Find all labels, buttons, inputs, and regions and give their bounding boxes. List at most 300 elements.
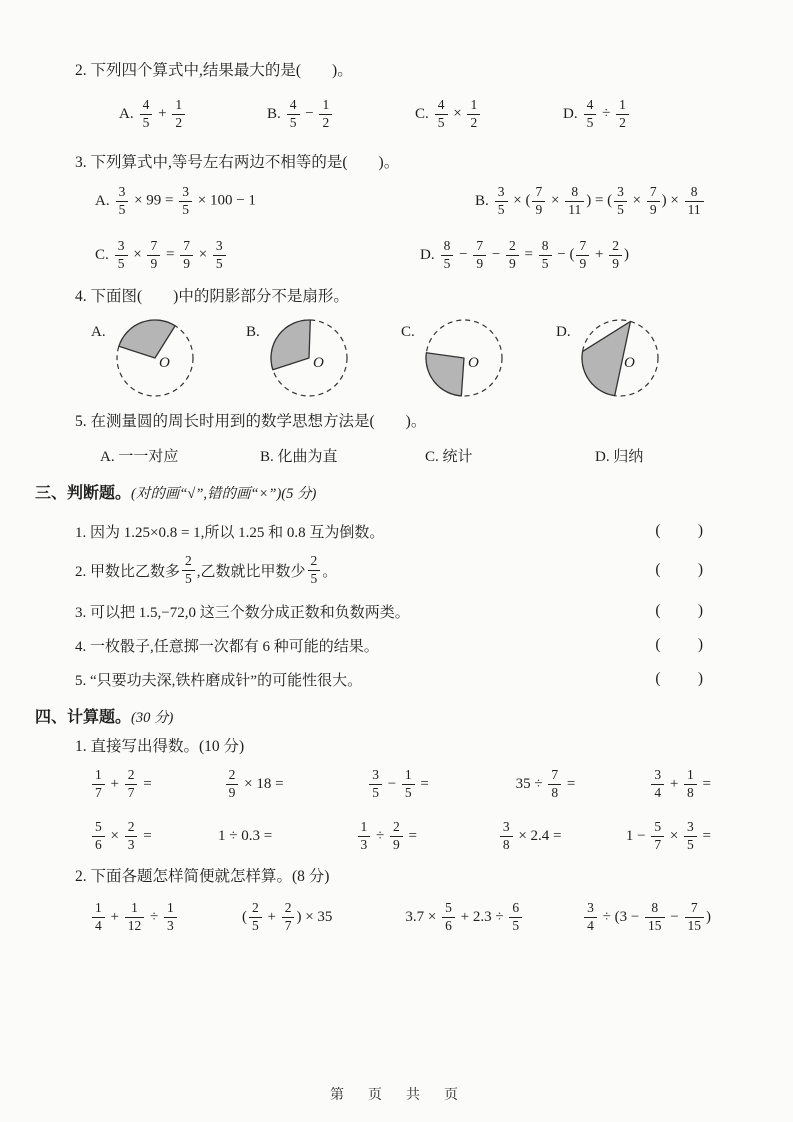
fraction-numerator: 3 — [587, 900, 594, 916]
math-text: = — [139, 775, 152, 792]
sector-diagram — [266, 312, 354, 409]
math-text: 4. 一枚骰子,任意掷一次都有 6 种可能的结果。 — [75, 638, 379, 655]
math-text: = — [563, 775, 576, 792]
fraction-denominator: 9 — [532, 201, 545, 217]
fraction-numerator: 7 — [150, 238, 158, 254]
fraction-denominator: 9 — [147, 255, 160, 271]
fraction — [287, 98, 300, 129]
math-expression — [433, 98, 482, 129]
fraction-numerator: 7 — [551, 767, 559, 783]
circle-figure-a — [91, 312, 246, 409]
fraction — [147, 239, 160, 270]
math-text: = — [162, 246, 179, 263]
fraction — [308, 554, 321, 585]
fraction-numerator: 3 — [117, 238, 125, 254]
fraction-numerator: 7 — [476, 238, 484, 254]
fraction-numerator: 1 — [360, 819, 368, 835]
fraction-denominator: 15 — [685, 917, 705, 933]
math-expression — [285, 98, 334, 129]
math-expression — [218, 828, 356, 845]
fraction-denominator: 5 — [308, 570, 321, 586]
math-expression — [439, 239, 629, 270]
math-text: + — [106, 775, 123, 792]
fraction-denominator: 5 — [140, 114, 153, 130]
fraction-denominator: 2 — [616, 114, 629, 130]
fraction — [614, 185, 627, 216]
calc-row-2 — [75, 810, 711, 862]
fraction-denominator: 2 — [319, 114, 332, 130]
circle-center-label: O — [158, 355, 170, 371]
fraction-denominator: 3 — [125, 836, 138, 852]
fraction-numerator: 1 — [131, 900, 138, 916]
math-text: − — [455, 246, 472, 263]
fraction-numerator: 2 — [127, 819, 135, 835]
fraction-numerator: 7 — [535, 184, 543, 200]
fraction — [358, 820, 371, 851]
math-text: 1 − — [625, 827, 650, 844]
fraction-denominator: 2 — [467, 114, 480, 130]
option-c — [95, 239, 420, 270]
math-text: − — [666, 908, 683, 925]
option-c: C. 统计 — [425, 449, 473, 465]
math-text: ÷ (3 − — [598, 908, 644, 925]
fraction-numerator: 2 — [228, 767, 236, 783]
answer-bracket: ( ) — [655, 636, 705, 653]
fraction — [473, 239, 486, 270]
fraction-denominator: 7 — [282, 917, 295, 933]
fraction — [319, 98, 332, 129]
question-3-options-row2 — [75, 228, 711, 282]
fraction-numerator: 4 — [142, 97, 150, 113]
circle-center-label: O — [467, 355, 479, 371]
fraction — [116, 185, 129, 216]
math-expression — [498, 820, 626, 851]
fraction — [565, 185, 584, 216]
page-footer: 第 页 共 页 — [330, 1086, 463, 1102]
option-a — [95, 185, 475, 216]
fraction-numerator: 1 — [175, 97, 183, 113]
fraction — [576, 239, 589, 270]
math-text: ) × — [661, 192, 683, 209]
math-text: − — [488, 246, 505, 263]
fraction-numerator: 2 — [612, 238, 619, 254]
fraction-denominator: 5 — [179, 201, 192, 217]
answer-bracket: ( ) — [655, 602, 705, 619]
option-a — [119, 98, 267, 129]
fraction — [684, 820, 697, 851]
fraction-numerator: 1 — [95, 767, 102, 783]
option-a: A. 一一对应 — [100, 449, 179, 465]
sector-diagram — [421, 312, 509, 409]
math-text: + — [263, 908, 280, 925]
answer-bracket: ( ) — [655, 522, 705, 539]
fraction-numerator: 4 — [586, 97, 594, 113]
judgment-text — [75, 669, 362, 690]
math-text: ÷ — [598, 105, 615, 122]
figure-label: D. — [556, 324, 571, 340]
fraction-denominator: 9 — [506, 255, 519, 271]
math-text: 35 ÷ — [515, 775, 547, 792]
fraction-numerator: 1 — [322, 97, 330, 113]
fraction-numerator: 1 — [404, 767, 412, 783]
circle-center-label: O — [312, 355, 324, 371]
math-expression — [90, 768, 224, 799]
fraction-denominator: 3 — [358, 836, 371, 852]
option-d — [563, 98, 711, 129]
math-expression — [626, 820, 711, 851]
fraction — [213, 239, 226, 270]
fraction-denominator: 7 — [651, 836, 664, 852]
math-text: × 2.4 = — [514, 827, 562, 844]
fraction — [172, 98, 185, 129]
math-text: = — [698, 827, 711, 844]
fraction-numerator: 8 — [690, 184, 698, 200]
fraction-denominator: 5 — [116, 201, 129, 217]
math-text: × 99 = — [130, 192, 178, 209]
math-text: × ( — [509, 192, 531, 209]
fraction — [92, 820, 105, 851]
fraction-denominator: 9 — [576, 255, 589, 271]
fraction-denominator: 9 — [609, 255, 622, 271]
circle-svg — [421, 312, 509, 404]
calc-sub2-title: 2. 下面各题怎样简便就怎样算。(8 分) — [75, 868, 330, 885]
fraction-denominator: 5 — [684, 836, 697, 852]
fraction — [532, 185, 545, 216]
fraction-denominator: 12 — [125, 917, 145, 933]
math-text: ÷ — [146, 908, 162, 925]
calc-row-1 — [75, 758, 711, 810]
fraction-denominator: 9 — [390, 836, 403, 852]
math-text: ) — [623, 246, 629, 263]
fraction-numerator: 5 — [654, 819, 662, 835]
fraction-numerator: 1 — [687, 767, 694, 783]
fraction-numerator: 2 — [185, 553, 192, 569]
fraction-denominator: 9 — [180, 255, 193, 271]
math-expression — [242, 901, 405, 932]
fraction — [164, 901, 177, 932]
math-text: 。 — [322, 563, 338, 580]
fraction-numerator: 4 — [437, 97, 445, 113]
fraction — [495, 185, 508, 216]
math-expression — [367, 768, 515, 799]
fraction-denominator: 6 — [442, 917, 455, 933]
judgment-item-5 — [75, 666, 711, 692]
fraction — [180, 239, 193, 270]
fraction — [548, 768, 561, 799]
fraction — [647, 185, 660, 216]
math-expression — [516, 768, 650, 799]
math-expression — [90, 901, 242, 932]
math-expression — [113, 239, 228, 270]
fraction-numerator: 1 — [95, 900, 102, 916]
fraction-numerator: 8 — [443, 238, 451, 254]
fraction-denominator: 9 — [647, 201, 660, 217]
fraction-numerator: 2 — [310, 553, 318, 569]
math-expression — [405, 901, 582, 932]
math-text: × — [449, 105, 466, 122]
fraction — [584, 98, 597, 129]
figure-label: B. — [246, 324, 260, 340]
math-expression — [582, 98, 631, 129]
judgment-item-1 — [75, 518, 711, 544]
fraction-numerator: 2 — [284, 900, 292, 916]
fraction-numerator: 5 — [95, 819, 102, 835]
option-d — [420, 239, 629, 270]
fraction — [685, 901, 705, 932]
fraction — [402, 768, 415, 799]
math-expression — [493, 185, 706, 216]
fraction-denominator: 8 — [548, 784, 561, 800]
fraction-denominator: 7 — [92, 784, 105, 800]
math-text: × 100 − 1 — [194, 192, 256, 209]
math-expression — [649, 768, 711, 799]
fraction — [539, 239, 552, 270]
circle-figure-b — [246, 312, 401, 409]
judgment-text — [75, 601, 410, 622]
math-text: ,乙数就比甲数少 — [196, 563, 306, 580]
math-text: − — [383, 775, 400, 792]
fraction — [685, 185, 704, 216]
fraction-numerator: 3 — [617, 184, 624, 200]
math-text: = — [139, 827, 152, 844]
fraction-denominator: 7 — [125, 784, 138, 800]
calc-sub1-title: 1. 直接写出得数。(10 分) — [75, 738, 245, 755]
math-text: = — [416, 775, 429, 792]
fraction-numerator: 1 — [619, 97, 626, 113]
math-expression — [582, 901, 711, 932]
fraction-denominator: 9 — [226, 784, 239, 800]
math-text: × — [106, 827, 123, 844]
option-label: D. — [563, 105, 578, 122]
math-text: 1. 因为 1.25×0.8 = 1,所以 1.25 和 0.8 互为倒数。 — [75, 524, 385, 541]
option-label: B. — [267, 105, 281, 122]
section-title-text: 三、判断题。 — [35, 485, 132, 502]
circle-svg — [266, 312, 354, 404]
math-text: × — [666, 827, 683, 844]
question-5-options — [75, 445, 711, 466]
fraction-denominator: 8 — [500, 836, 513, 852]
fraction-numerator: 3 — [502, 819, 510, 835]
math-text: × — [129, 246, 146, 263]
fraction-numerator: 1 — [166, 900, 174, 916]
fraction-numerator: 6 — [512, 900, 520, 916]
answer-bracket: ( ) — [655, 670, 705, 687]
answer-bracket: ( ) — [655, 561, 705, 578]
math-text: − ( — [553, 246, 575, 263]
math-text: + — [666, 775, 683, 792]
math-expression — [90, 820, 218, 851]
math-text: + — [106, 908, 123, 925]
fraction — [467, 98, 480, 129]
fraction — [509, 901, 522, 932]
fraction-numerator: 2 — [127, 767, 135, 783]
circle-center-label: O — [623, 355, 635, 371]
judgment-item-3 — [75, 598, 711, 624]
fraction-numerator: 8 — [541, 238, 549, 254]
fraction-denominator: 5 — [539, 255, 552, 271]
fraction-numerator: 3 — [215, 238, 223, 254]
math-text: 1 ÷ 0.3 = — [218, 827, 273, 844]
fraction — [651, 768, 664, 799]
fraction-denominator: 4 — [651, 784, 664, 800]
math-text: × 18 = — [240, 775, 284, 792]
fraction — [390, 820, 403, 851]
chord-shape-diagram — [577, 312, 665, 409]
fraction-denominator: 8 — [684, 784, 697, 800]
option-label: B. — [475, 192, 489, 209]
option-label: C. — [415, 105, 429, 122]
math-expression — [356, 820, 498, 851]
fraction — [616, 98, 629, 129]
math-text: × — [628, 192, 645, 209]
fraction-numerator: 3 — [654, 767, 662, 783]
fraction — [435, 98, 448, 129]
option-label: A. — [95, 192, 110, 209]
fraction-denominator: 4 — [92, 917, 105, 933]
fraction-denominator: 5 — [249, 917, 262, 933]
math-text: 5. “只要功夫深,铁杵磨成针”的可能性很大。 — [75, 672, 363, 689]
circle-figure-d — [556, 312, 711, 409]
option-b — [475, 185, 706, 216]
fraction-numerator: 7 — [649, 184, 657, 200]
circle-svg — [577, 312, 665, 404]
math-text: + — [591, 246, 608, 263]
option-label: C. — [95, 246, 109, 263]
math-text: ) — [706, 908, 711, 925]
fraction — [645, 901, 665, 932]
fraction-numerator: 2 — [393, 819, 400, 835]
option-label: A. — [119, 105, 134, 122]
fraction-numerator: 1 — [470, 97, 478, 113]
fraction-numerator: 3 — [182, 184, 190, 200]
math-text: − — [301, 105, 318, 122]
math-text: ) × 35 — [296, 908, 333, 925]
math-text: 3.7 × — [405, 908, 441, 925]
math-text: = — [698, 775, 711, 792]
fraction — [226, 768, 239, 799]
fraction-denominator: 5 — [402, 784, 415, 800]
judgment-item-2 — [75, 548, 711, 592]
fraction — [249, 901, 262, 932]
math-expression — [114, 185, 256, 216]
section-title-text: 四、计算题。 — [35, 709, 132, 726]
fraction-denominator: 5 — [509, 917, 522, 933]
fraction-denominator: 5 — [495, 201, 508, 217]
section-title-note: (30 分) — [131, 710, 174, 726]
fraction — [651, 820, 664, 851]
question-3-stem: 3. 下列算式中,等号左右两边不相等的是( )。 — [75, 154, 400, 171]
fraction-denominator: 5 — [584, 114, 597, 130]
fraction — [584, 901, 597, 932]
math-text: ÷ — [372, 827, 389, 844]
section-3-title — [35, 482, 711, 506]
fraction — [125, 768, 138, 799]
fraction-denominator: 4 — [584, 917, 597, 933]
judgment-text — [75, 554, 337, 585]
fraction-numerator: 8 — [651, 900, 659, 916]
figure-label: C. — [401, 324, 415, 340]
fraction-denominator: 6 — [92, 836, 105, 852]
judgment-item-4 — [75, 632, 711, 658]
math-text: ( — [242, 908, 247, 925]
fraction — [609, 239, 622, 270]
fraction-numerator: 7 — [579, 238, 587, 254]
fraction-denominator: 3 — [164, 917, 177, 933]
fraction — [92, 768, 105, 799]
fraction — [179, 185, 192, 216]
question-2-options — [75, 82, 711, 146]
sector-diagram — [112, 312, 200, 409]
calc-row-3 — [75, 888, 711, 946]
question-2-stem: 2. 下列四个算式中,结果最大的是( )。 — [75, 62, 353, 79]
fraction-numerator: 5 — [445, 900, 452, 916]
option-b: B. 化曲为直 — [260, 449, 338, 465]
circle-svg — [112, 312, 200, 404]
math-text: 2. 甲数比乙数多 — [75, 563, 181, 580]
fraction-denominator: 11 — [565, 201, 584, 217]
fraction-numerator: 2 — [509, 238, 516, 254]
fraction — [684, 768, 697, 799]
fraction — [125, 820, 138, 851]
fraction-denominator: 5 — [287, 114, 300, 130]
fraction-numerator: 3 — [118, 184, 126, 200]
fraction — [282, 901, 295, 932]
fraction — [500, 820, 513, 851]
fraction — [506, 239, 519, 270]
option-c — [415, 98, 563, 129]
math-text: ) = ( — [586, 192, 613, 209]
fraction — [125, 901, 145, 932]
question-4-figures — [75, 312, 711, 409]
fraction — [441, 239, 454, 270]
fraction-numerator: 3 — [687, 819, 694, 835]
math-text: = — [404, 827, 417, 844]
fraction-numerator: 7 — [183, 238, 190, 254]
fraction-denominator: 5 — [369, 784, 382, 800]
math-text: = — [520, 246, 537, 263]
math-text: 3. 可以把 1.5,−72,0 这三个数分成正数和负数两类。 — [75, 604, 410, 621]
fraction — [140, 98, 153, 129]
math-expression — [138, 98, 187, 129]
fraction-denominator: 2 — [172, 114, 185, 130]
section-4-title — [35, 706, 711, 730]
fraction — [92, 901, 105, 932]
option-label: D. — [420, 246, 435, 263]
fraction — [442, 901, 455, 932]
fraction-numerator: 4 — [289, 97, 297, 113]
fraction-numerator: 3 — [497, 184, 505, 200]
figure-label: A. — [91, 324, 106, 340]
fraction-numerator: 2 — [252, 900, 259, 916]
fraction-denominator: 5 — [115, 255, 128, 271]
math-text: + — [154, 105, 171, 122]
fraction-denominator: 5 — [441, 255, 454, 271]
judgment-text — [75, 521, 384, 542]
fraction-denominator: 5 — [435, 114, 448, 130]
math-text: × — [547, 192, 564, 209]
circle-figure-c — [401, 312, 556, 409]
fraction-denominator: 15 — [645, 917, 665, 933]
question-5-stem: 5. 在测量圆的周长时用到的数学思想方法是( )。 — [75, 413, 427, 430]
fraction-denominator: 9 — [473, 255, 486, 271]
question-3-options-row1 — [75, 174, 711, 228]
fraction-denominator: 5 — [614, 201, 627, 217]
math-text: × — [194, 246, 211, 263]
section-title-note: (对的画“√”,错的画“×”)(5 分) — [131, 486, 317, 502]
fraction-denominator: 5 — [213, 255, 226, 271]
fraction-numerator: 7 — [690, 900, 698, 916]
question-4-stem: 4. 下面图( )中的阴影部分不是扇形。 — [75, 288, 349, 305]
